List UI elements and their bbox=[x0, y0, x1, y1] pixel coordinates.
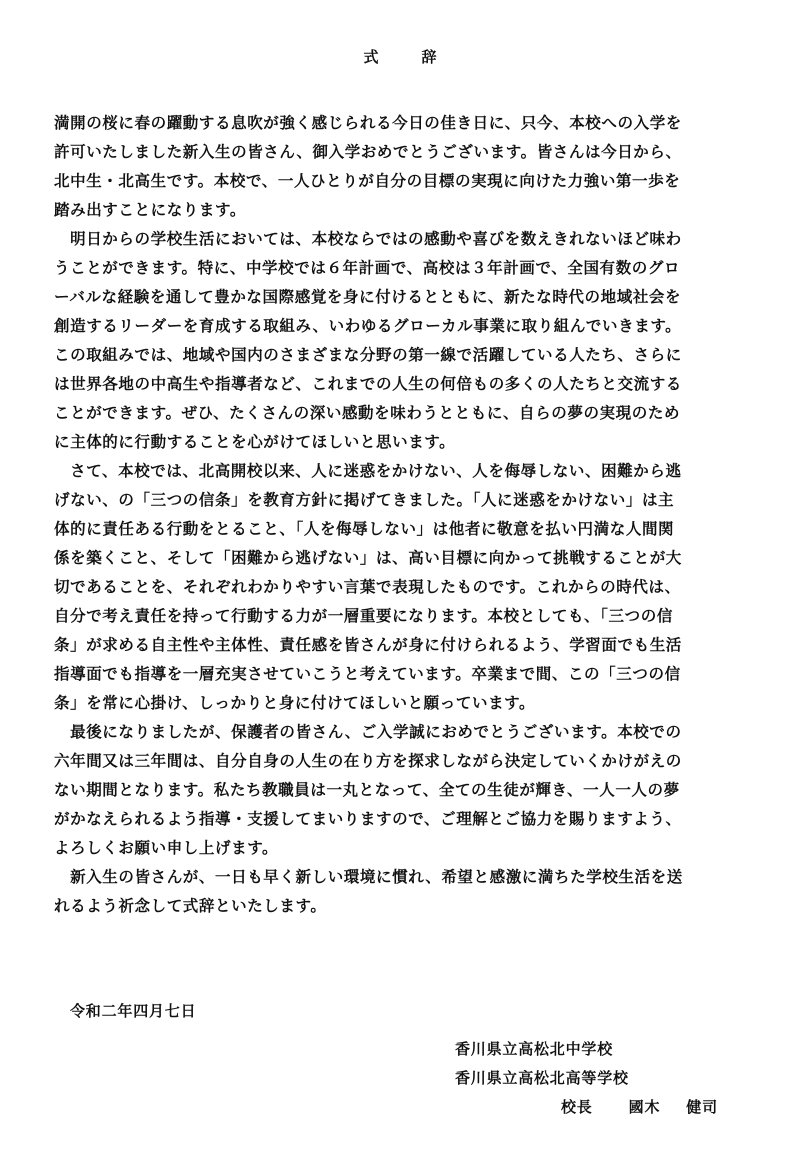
text-line: ーバルな経験を通して豊かな国際感覚を身に付けるとともに、新たな時代の地域社会を bbox=[54, 287, 682, 306]
text-line: 条」を常に心掛け、しっかりと身に付けてほしいと願っています。 bbox=[54, 693, 536, 712]
text-line: 明日からの学校生活においては、本校ならではの感動や喜びを数えきれないほど味わ bbox=[54, 229, 682, 248]
text-line: 体的に責任ある行動をとること、「人を侮辱しない」は他者に敬意を払い円満な人間関 bbox=[54, 519, 675, 538]
text-line: 切であることを、それぞれわかりやすい言葉で表現したものです。これからの時代は、 bbox=[54, 577, 681, 596]
text-line: 指導面でも指導を一層充実させていこうと考えています。卒業まで間、この「三つの信 bbox=[54, 664, 681, 683]
school-name-senior-high: 香川県立高松北高等学校 bbox=[455, 1069, 629, 1087]
text-line: 許可いたしました新入生の皆さん、御入学おめでとうございます。皆さんは今日から、 bbox=[54, 142, 682, 161]
principal-surname: 國木 bbox=[628, 1098, 661, 1116]
school-name-junior-high: 香川県立高松北中学校 bbox=[455, 1040, 614, 1058]
speech-body bbox=[54, 108, 754, 920]
signature-block bbox=[455, 1035, 718, 1122]
document-title: 式 辞 bbox=[363, 48, 451, 66]
text-line: 係を築くこと、そして「困難から逃げない」は、高い目標に向かって挑戦することが大 bbox=[54, 548, 682, 567]
text-line: 条」が求める自主性や主体性、責任感を皆さんが身に付けられるよう、学習面でも生活 bbox=[54, 635, 682, 654]
text-line: 自分で考え責任を持って行動する力が一層重要になります。本校としても、「三つの信 bbox=[54, 606, 673, 625]
text-line: 北中生・北高生です。本校で、一人ひとりが自分の目標の実現に向けた力強い第一歩を bbox=[54, 171, 681, 190]
text-line: ことができます。ぜひ、たくさんの深い感動を味わうとともに、自らの夢の実現のため bbox=[54, 403, 681, 422]
text-line: は世界各地の中高生や指導者など、これまでの人生の何倍もの多くの人たちと交流する bbox=[54, 374, 682, 393]
text-line: うことができます。特に、中学校では６年計画で、高校は３年計画で、全国有数のグロ bbox=[54, 258, 681, 277]
text-line: 満開の桜に春の躍動する息吹が強く感じられる今日の佳き日に、只今、本校への入学を bbox=[54, 113, 682, 132]
text-line: 踏み出すことになります。 bbox=[54, 200, 246, 219]
text-line: よろしくお願い申し上げます。 bbox=[54, 838, 279, 857]
text-line: 最後になりましたが、保護者の皆さん、ご入学誠におめでとうございます。本校での bbox=[54, 722, 682, 741]
text-line: 創造するリーダーを育成する取組み、いわゆるグローカル事業に取り組んでいきます。 bbox=[54, 316, 682, 335]
principal-line bbox=[455, 1093, 718, 1122]
text-line: この取組みでは、地域や国内のさまざまな分野の第一線で活躍している人たち、さらに bbox=[54, 345, 682, 364]
principal-title: 校長 bbox=[561, 1098, 593, 1116]
text-line: 六年間又は三年間は、自分自身の人生の在り方を探求しながら決定していくかけがえの bbox=[54, 751, 682, 770]
date-line: 令和二年四月七日 bbox=[70, 1002, 197, 1020]
text-line: さて、本校では、北高開校以来、人に迷惑をかけない、人を侮辱しない、困難から逃 bbox=[54, 461, 682, 480]
text-line: げない、の「三つの信条」を教育方針に掲げてきました。「人に迷惑をかけない」は主 bbox=[54, 490, 675, 509]
text-line: ない期間となります。私たち教職員は一丸となって、全ての生徒が輝き、一人一人の夢 bbox=[54, 780, 680, 799]
principal-given-name: 健司 bbox=[686, 1098, 718, 1116]
text-line: れるよう祈念して式辞といたします。 bbox=[54, 896, 327, 915]
text-line: 新入生の皆さんが、一日も早く新しい環境に慣れ、希望と感激に満ちた学校生活を送 bbox=[54, 867, 683, 886]
text-line: に主体的に行動することを心がけてほしいと思います。 bbox=[54, 432, 456, 451]
text-line: がかなえられるよう指導・支援してまいりますので、ご理解とご協力を賜りますよう、 bbox=[54, 809, 682, 828]
